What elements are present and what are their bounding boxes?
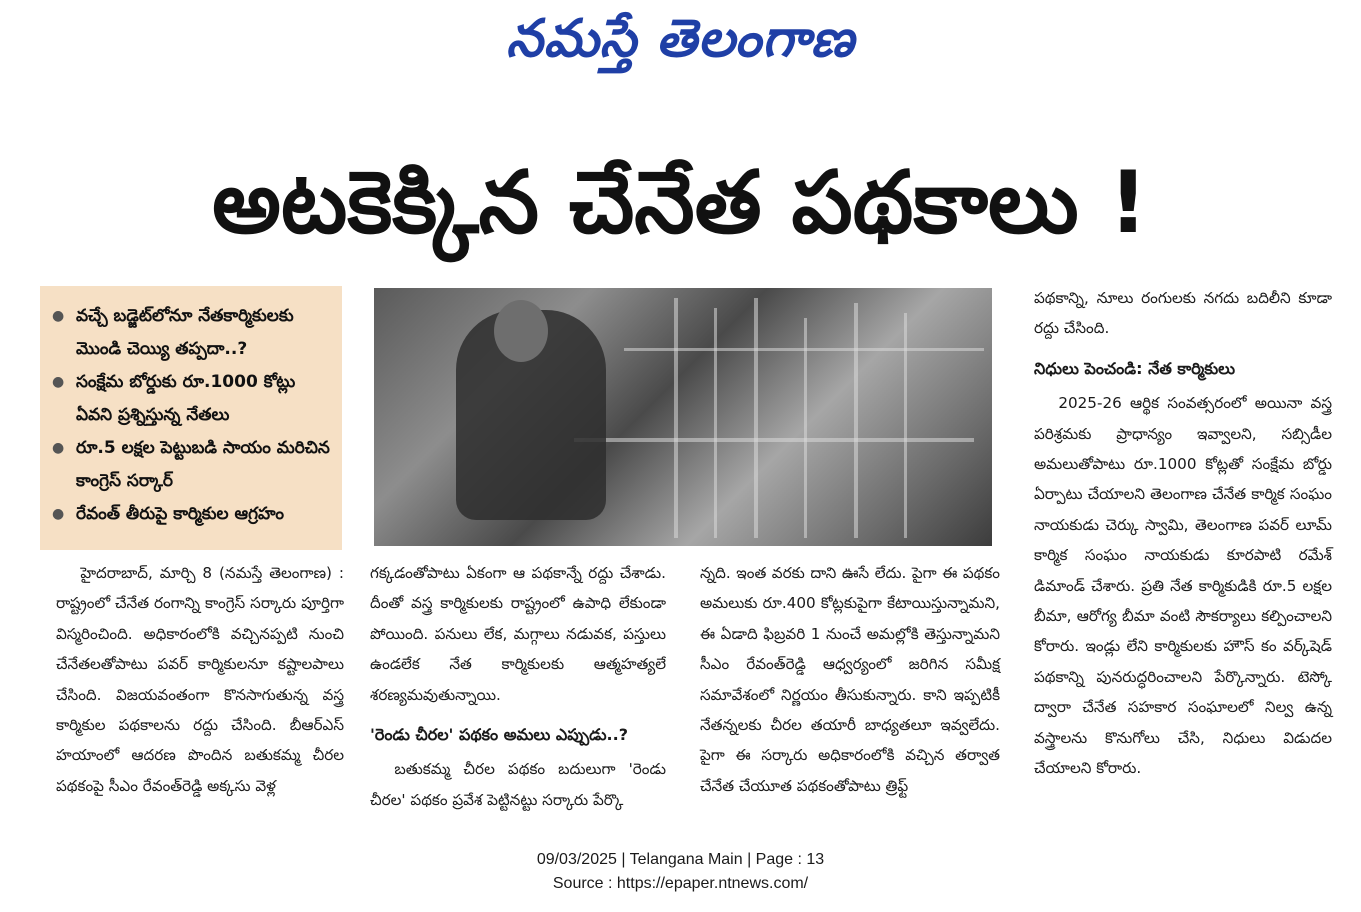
article-column-3: [700, 558, 1000, 801]
bullet-icon: ●: [52, 374, 65, 390]
source-link[interactable]: Source : https://epaper.ntnews.com/: [552, 875, 809, 892]
bullet-icon: ●: [52, 506, 65, 522]
edition-info: 09/03/2025 | Telangana Main | Page : 13: [536, 851, 825, 868]
newspaper-masthead: నమస్తే తెలంగాణ: [506, 8, 855, 69]
section-subheading: 'రెండు చీరల' పథకం అమలు ఎప్పుడు..?: [370, 725, 628, 745]
weaver-at-loom-photo: [374, 288, 992, 546]
article-column-1: [56, 558, 344, 801]
highlight-item: ● వచ్చే బడ్జెట్‌లోనూ నేతకార్మికులకు మొండి చెయ్యి తప్పదా..?: [52, 300, 334, 366]
article-paragraph: పథకాన్ని, నూలు రంగులకు నగదు బదిలీని కూడా రద్దు చేసింది.: [1034, 289, 1332, 338]
article-paragraph: గక్కడంతోపాటు ఏకంగా ఆ పథకాన్నే రద్దు చేశాడు. దీంతో వస్త్ర కార్మికులకు రాష్ట్రంలో ఉపాధి లేకుండా పోయింది. పనులు లేక, మగ్గాలు నడువక, పస్తులు ఉండలేక నేత కార్మికులకు ఆత్మహత్యలే శరణ్యమవుతున్నాయి.: [370, 564, 666, 704]
bullet-icon: ●: [52, 308, 65, 324]
section-subheading: నిధులు పెంచండి: నేత కార్మికులు: [1034, 358, 1236, 378]
article-paragraph: న్నది. ఇంత వరకు దాని ఊసే లేదు. పైగా ఈ పథకం అమలుకు రూ.400 కోట్లకుపైగా కేటాయిస్తున్నామని, ఈ ఏడాది ఫిబ్రవరి 1 నుంచే అమల్లోకి తెస్తున్నామని సీఎం రేవంత్‌రెడ్డి ఆధ్వర్యంలో జరిగిన సమీక్ష సమావేశంలో నిర్ణయం తీసుకున్నారు. కాని ఇప్పటికీ నేతన్నలకు చీరల తయారీ బాధ్యతలూ ఇవ్వలేదు. పైగా ఈ సర్కారు అధికారంలోకి వచ్చిన తర్వాత చేనేత చేయూత పథకంతోపాటు త్రిఫ్ట్: [700, 564, 1000, 795]
article-paragraph: బతుకమ్మ చీరల పథకం బదులుగా 'రెండు చీరల' పథకం ప్రవేశ పెట్టినట్టు సర్కారు పేర్కొ: [370, 760, 666, 809]
highlight-item: ● రూ.5 లక్షల పెట్టుబడి సాయం మరిచిన కాంగ్రెస్ సర్కార్: [52, 432, 334, 498]
article-paragraph: 2025-26 ఆర్థిక సంవత్సరంలో అయినా వస్త్ర పరిశ్రమకు ప్రాధాన్యం ఇవ్వాలని, సబ్సిడీల అమలుతోపాటు రూ.1000 కోట్లతో సంక్షేమ బోర్డు ఏర్పాటు చేయాలని తెలంగాణ చేనేత కార్మిక సంఘం నాయకుడు చెర్కు స్వామి, తెలంగాణ పవర్ లూమ్ కార్మిక సంఘం నాయకుడు కూరపాటి రమేశ్ డిమాండ్ చేశారు. ప్రతి నేత కార్మికుడికి రూ.5 లక్షల బీమా, ఆరోగ్య బీమా వంటి సౌకర్యాలు కల్పించాలని కోరారు. ఇండ్లు లేని కార్మికులకు హౌస్ కం వర్క్‌షెడ్ పథకాన్ని పునరుద్ధరించాలని పేర్కొన్నారు. టెస్కో ద్వారా చేనేత సహకార సంఘాలలో నిల్వ ఉన్న వస్త్రాలను కొనుగోలు చేసి, నిధులు విడుదల చేయాలని కోరారు.: [1034, 394, 1332, 778]
article-paragraph: హైదరాబాద్, మార్చి 8 (నమస్తే తెలంగాణ) : రాష్ట్రంలో చేనేత రంగాన్ని కాంగ్రెస్ సర్కారు పూర్తిగా విస్మరించింది. అధికారంలోకి వచ్చినప్పటి నుంచి చేనేతలతోపాటు పవర్ కార్మికులనూ కష్టాలపాలు చేసింది. విజయవంతంగా కొనసాగుతున్న వస్త్ర కార్మికుల పథకాలను రద్దు చేసింది. బీఆర్ఎస్ హయాంలో ఆదరణ పొందిన బతుకమ్మ చీరల పథకంపై సీఎం రేవంత్‌రెడ్డి అక్కసు వెళ్ల: [56, 564, 344, 795]
page-footer: [0, 848, 1361, 896]
highlight-item: ● సంక్షేమ బోర్డుకు రూ.1000 కోట్లు ఏవని ప్రశ్నిస్తున్న నేతలు: [52, 366, 334, 432]
highlight-item: ● రేవంత్ తీరుపై కార్మికుల ఆగ్రహం: [52, 498, 334, 531]
article-column-4: [1034, 283, 1332, 784]
highlights-box: [40, 286, 342, 550]
bullet-icon: ●: [52, 440, 65, 456]
article-column-2: [370, 558, 666, 815]
article-headline: అటకెక్కిన చేనేత పథకాలు !: [212, 153, 1148, 253]
